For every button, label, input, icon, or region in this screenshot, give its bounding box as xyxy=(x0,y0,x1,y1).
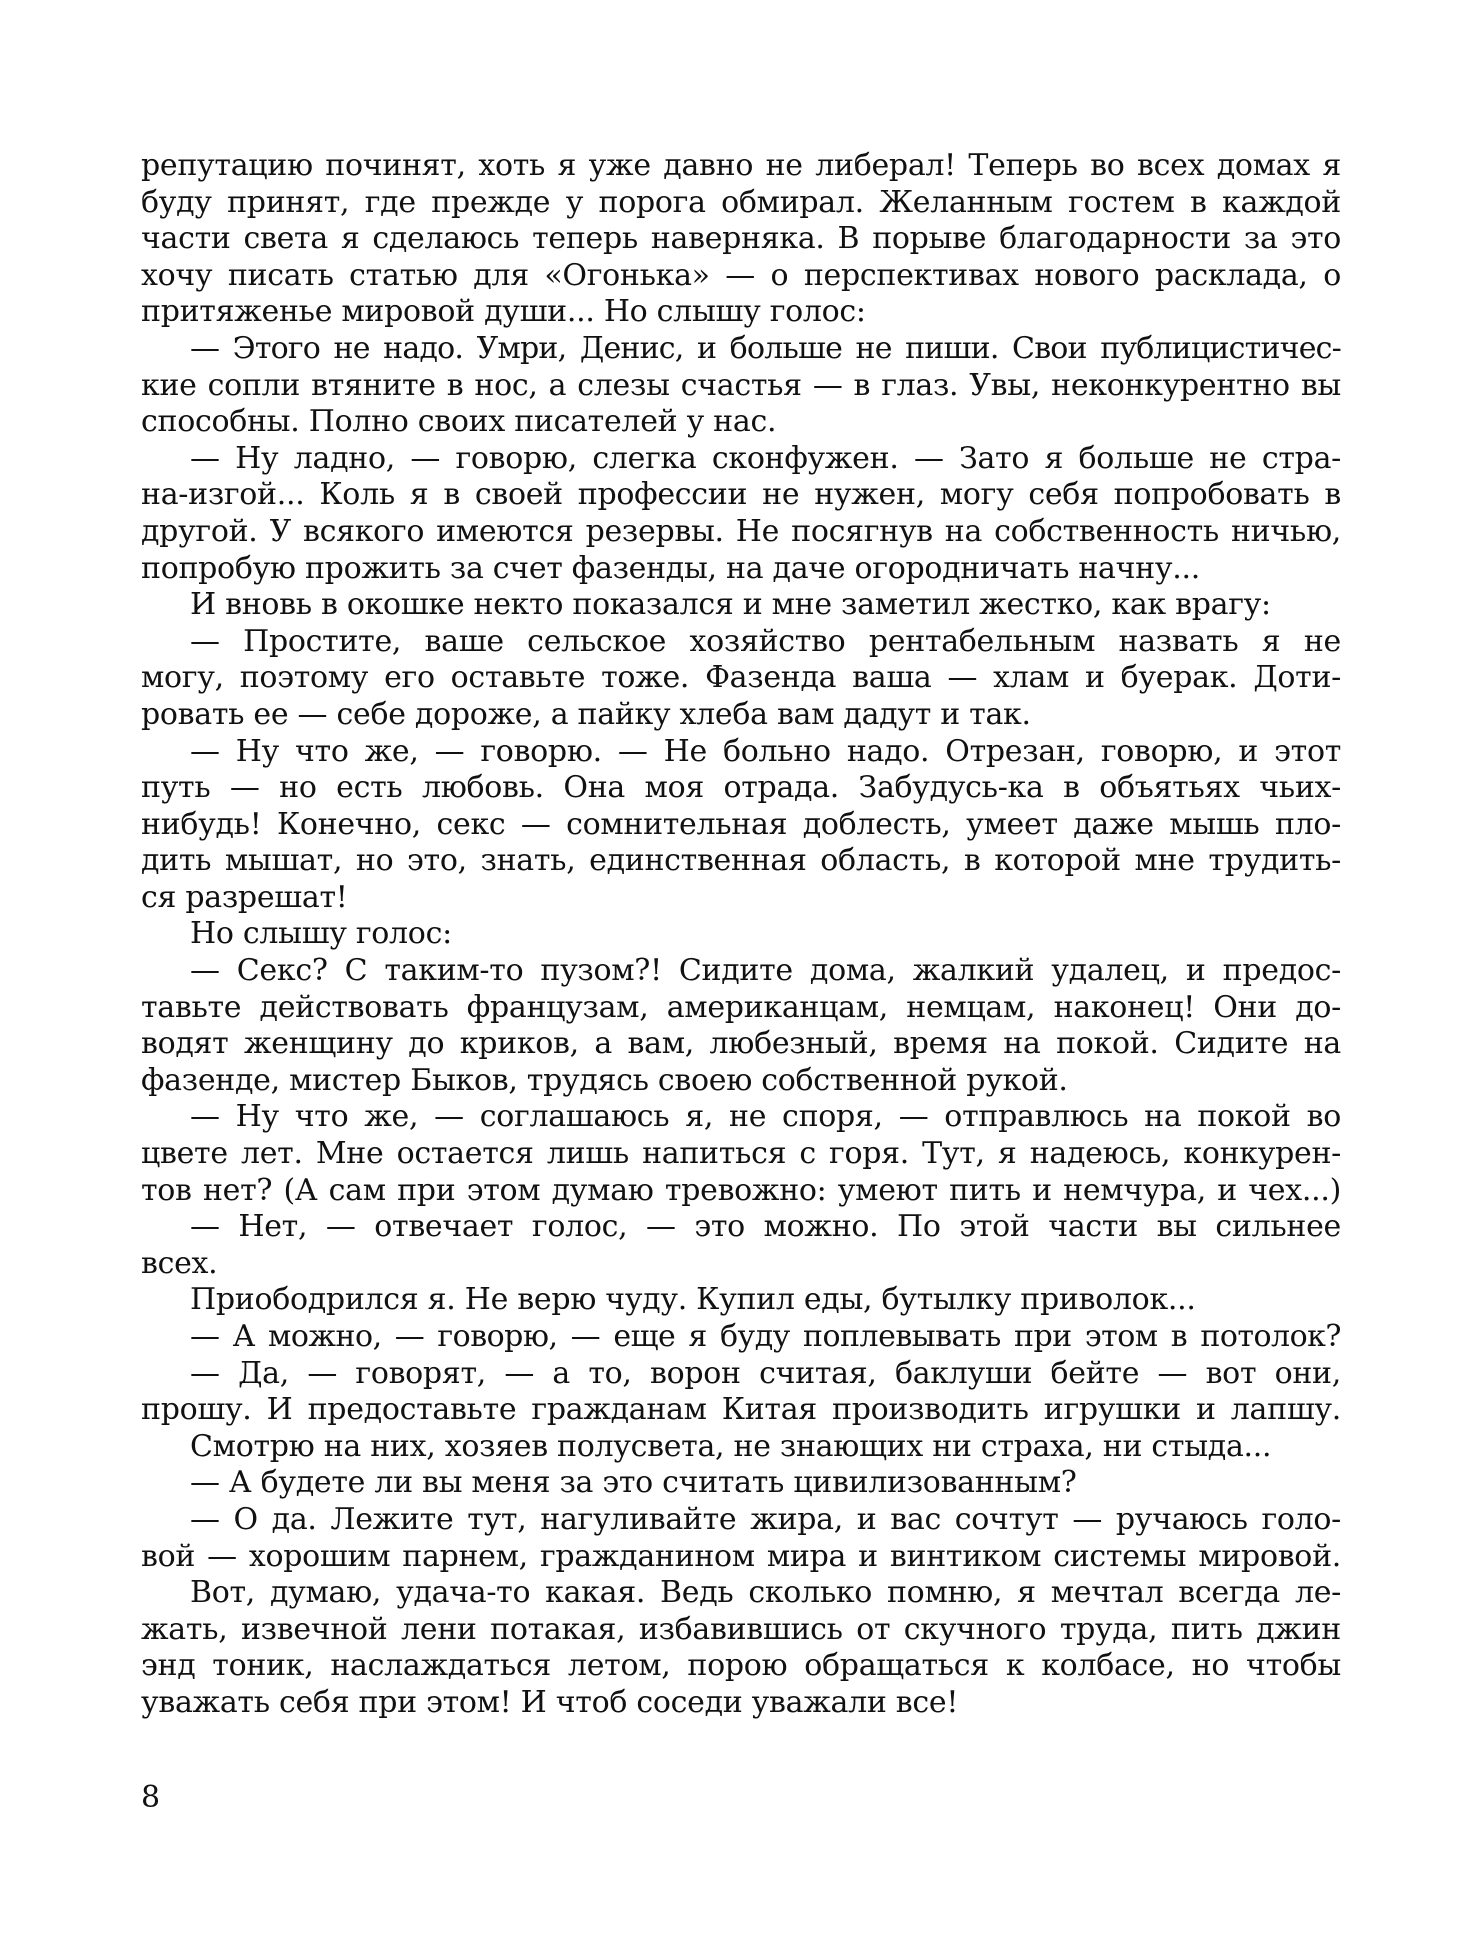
text-line: репутацию починят, хоть я уже давно не либерал! Теперь во всех домах я xyxy=(141,148,1341,183)
text-line: водят женщину до криков, а вам, любезный, время на покой. Сидите на xyxy=(141,1026,1341,1062)
text-line: цвете лет. Мне остается лишь напиться с горя. Тут, я надеюсь, конкурен- xyxy=(141,1136,1341,1172)
text-line: хочу писать статью для «Огонька» — о перспективах нового расклада, о xyxy=(141,257,1341,293)
text-line: — Секс? С таким-то пузом?! Сидите дома, жалкий удалец, и предос- xyxy=(190,953,1341,989)
text-line: — Да, — говорят, — а то, ворон считая, баклуши бейте — вот они, xyxy=(190,1355,1341,1391)
text-line: фазенде, мистер Быков, трудясь своею собственной рукой. xyxy=(141,1062,1068,1098)
text-line: — Простите, ваше сельское хозяйство рентабельным назвать я не xyxy=(190,623,1341,659)
text-line: — Ну ладно, — говорю, слегка сконфужен. — Зато я больше не стра- xyxy=(190,440,1341,476)
text-line: буду принят, где прежде у порога обмирал. Желанным гостем в каждой xyxy=(141,184,1341,220)
text-line: — Нет, — отвечает голос, — это можно. По этой части вы сильнее xyxy=(190,1209,1341,1245)
text-line: — О да. Лежите тут, нагуливайте жира, и вас сочтут — ручаюсь голо- xyxy=(190,1501,1341,1537)
text-line: части света я сделаюсь теперь наверняка. В порыве благодарности за это xyxy=(141,221,1341,257)
text-line: Но слышу голос: xyxy=(190,916,452,952)
text-line: жать, извечной лени потакая, избавившись от скучного труда, пить джин xyxy=(141,1611,1341,1647)
text-line: — Ну что же, — говорю. — Не больно надо. Отрезан, говорю, и этот xyxy=(190,733,1341,769)
text-line: путь — но есть любовь. Она моя отрада. Забудусь-ка в объятьях чьих- xyxy=(141,770,1341,806)
text-line: всех. xyxy=(141,1245,218,1281)
text-line: тов нет? (А сам при этом думаю тревожно: умеют пить и немчура, и чех...) xyxy=(141,1172,1341,1208)
text-line: Приободрился я. Не верю чуду. Купил еды, бутылку приволок... xyxy=(190,1282,1196,1318)
text-line: вой — хорошим парнем, гражданином мира и винтиком системы мировой. xyxy=(141,1538,1341,1574)
text-line: энд тоник, наслаждаться летом, порою обращаться к колбасе, но чтобы xyxy=(141,1648,1341,1684)
text-line: кие сопли втяните в нос, а слезы счастья — в глаз. Увы, неконкурентно вы xyxy=(141,367,1341,403)
text-line: — Этого не надо. Умри, Денис, и больше не пиши. Свои публицистичес- xyxy=(190,330,1341,366)
text-line: уважать себя при этом! И чтоб соседи уважали все! xyxy=(141,1684,959,1720)
text-line: притяженье мировой души... Но слышу голос: xyxy=(141,294,866,330)
text-line: — А можно, — говорю, — еще я буду поплевывать при этом в потолок? xyxy=(190,1319,1341,1354)
text-line: другой. У всякого имеются резервы. Не посягнув на собственность ничью, xyxy=(141,513,1341,549)
text-line: Вот, думаю, удача-то какая. Ведь сколько помню, я мечтал всегда ле- xyxy=(190,1575,1341,1611)
text-line: прошу. И предоставьте гражданам Китая производить игрушки и лапшу. xyxy=(141,1392,1341,1428)
text-line: на-изгой... Коль я в своей профессии не нужен, могу себя попробовать в xyxy=(141,477,1341,513)
text-line: ровать ее — себе дороже, а пайку хлеба вам дадут и так. xyxy=(141,696,1031,732)
text-line: тавьте действовать французам, американцам, немцам, наконец! Они до- xyxy=(141,989,1341,1025)
text-line: И вновь в окошке некто показался и мне заметил жестко, как врагу: xyxy=(190,587,1271,623)
text-line: Смотрю на них, хозяев полусвета, не знающих ни страха, ни стыда... xyxy=(190,1428,1272,1464)
text-line: попробую прожить за счет фазенды, на даче огородничать начну... xyxy=(141,550,1200,586)
text-line: дить мышат, но это, знать, единственная область, в которой мне трудить- xyxy=(141,843,1341,879)
text-line: — А будете ли вы меня за это считать цивилизованным? xyxy=(190,1465,1077,1501)
text-line: способны. Полно своих писателей у нас. xyxy=(141,404,777,440)
text-line: — Ну что же, — соглашаюсь я, не споря, — отправлюсь на покой во xyxy=(190,1099,1341,1135)
text-line: нибудь! Конечно, секс — сомнительная доблесть, умеет даже мышь пло- xyxy=(141,806,1341,842)
text-line: ся разрешат! xyxy=(141,879,348,915)
page-number: 8 xyxy=(141,1780,161,1815)
text-line: могу, поэтому его оставьте тоже. Фазенда ваша — хлам и буерак. Доти- xyxy=(141,660,1341,696)
body-text xyxy=(141,148,1341,1722)
